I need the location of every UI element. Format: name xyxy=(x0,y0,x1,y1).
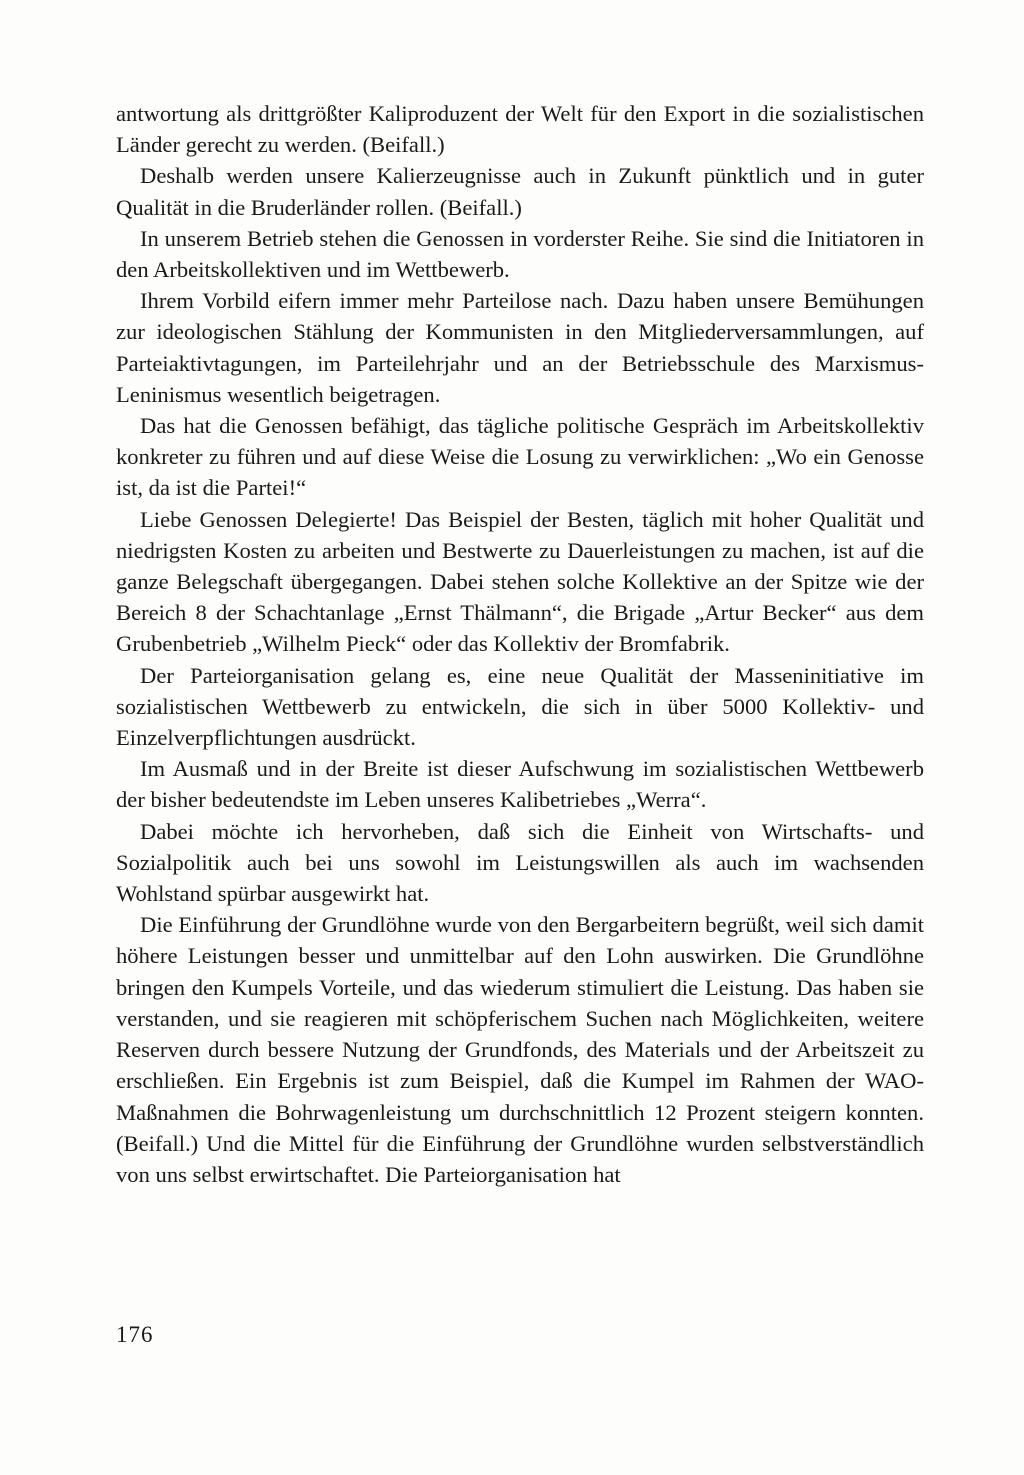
paragraph-8: Im Ausmaß und in der Breite ist dieser Aufschwung im sozialistischen Wettbewerb der bisher bedeutendste im Leben unseres Kalibetriebes „Werra“. xyxy=(116,756,924,813)
paragraph-3: In unserem Betrieb stehen die Genossen in vorderster Reihe. Sie sind die Initiatoren in den Arbeitskollektiven und im Wettbewerb. xyxy=(116,225,924,283)
paragraph-7: Der Parteiorganisation gelang es, eine neue Qualität der Masseninitiative im sozialistischen Wettbewerb zu entwickeln, die sich in über 5000 Kollektiv- und Einzelverpflichtungen ausdrückt. xyxy=(116,662,924,751)
paragraph-9: Dabei möchte ich hervorheben, daß sich die Einheit von Wirtschafts- und Sozialpolitik auch bei uns sowohl im Leistungswillen als auch im wachsenden Wohlstand spürbar ausgewirkt hat. xyxy=(116,818,924,907)
paragraph-6: Liebe Genossen Delegierte! Das Beispiel der Besten, täglich mit hoher Qualität und niedrigsten Kosten zu arbeiten und Bestwerte zu Dauerleistungen zu machen, ist auf die ganze Belegschaft übergegangen. Dabei stehen solche Kollektive an der Spitze wie der Bereich 8 der Schachtanlage „Ernst Thälmann“, die Brigade „Artur Becker“ aus dem Grubenbetrieb „Wilhelm Pieck“ oder das Kollektiv der Bromfabrik. xyxy=(116,506,924,657)
paragraph-1: antwortung als drittgrößter Kaliproduzent der Welt für den Export in die sozialistischen Länder gerecht zu werden. (Beifall.) xyxy=(116,101,924,158)
paragraph-4: Ihrem Vorbild eifern immer mehr Parteilose nach. Dazu haben unsere Bemühungen zur ideologischen Stählung der Kommunisten in den Mitgliederversammlungen, auf Parteiaktivtagungen, im Parteilehrjahr und an der Betriebsschule des Marxismus-Leninismus wesentlich beigetragen. xyxy=(116,288,924,407)
paragraph-10: Die Einführung der Grundlöhne wurde von den Bergarbeitern begrüßt, weil sich damit höhere Leistungen besser und unmittelbar auf den Lohn auswirken. Die Grundlöhne bringen den Kumpels Vorteile, und das wiederum stimuliert die Leistung. Das haben sie verstanden, und sie reagieren mit schöpferischem Suchen nach Möglichkeiten, weitere Reserven durch bessere Nutzung der Grundfonds, des Materials und der Arbeitszeit zu erschließen. Ein Ergebnis ist zum Beispiel, daß die Kumpel im Rahmen der WAO-Maßnahmen die Bohrwagenleistung um durchschnittlich 12 Prozent steigern konnten. (Beifall.) Und die Mittel für die Einführung der Grundlöhne wurden selbstverständlich von uns selbst erwirtschaftet. Die Parteiorganisation hat xyxy=(116,912,924,1187)
page-number: 176 xyxy=(116,1322,154,1347)
paragraph-2: Deshalb werden unsere Kalierzeugnisse auch in Zukunft pünktlich und in guter Qualität in die Bruderländer rollen. (Beifall.) xyxy=(116,163,924,220)
paragraph-5: Das hat die Genossen befähigt, das tägliche politische Gespräch im Arbeitskollektiv konkreter zu führen und auf diese Weise die Losung zu verwirklichen: „Wo ein Genosse ist, da ist die Partei!“ xyxy=(116,413,924,501)
body-text xyxy=(116,98,924,1190)
